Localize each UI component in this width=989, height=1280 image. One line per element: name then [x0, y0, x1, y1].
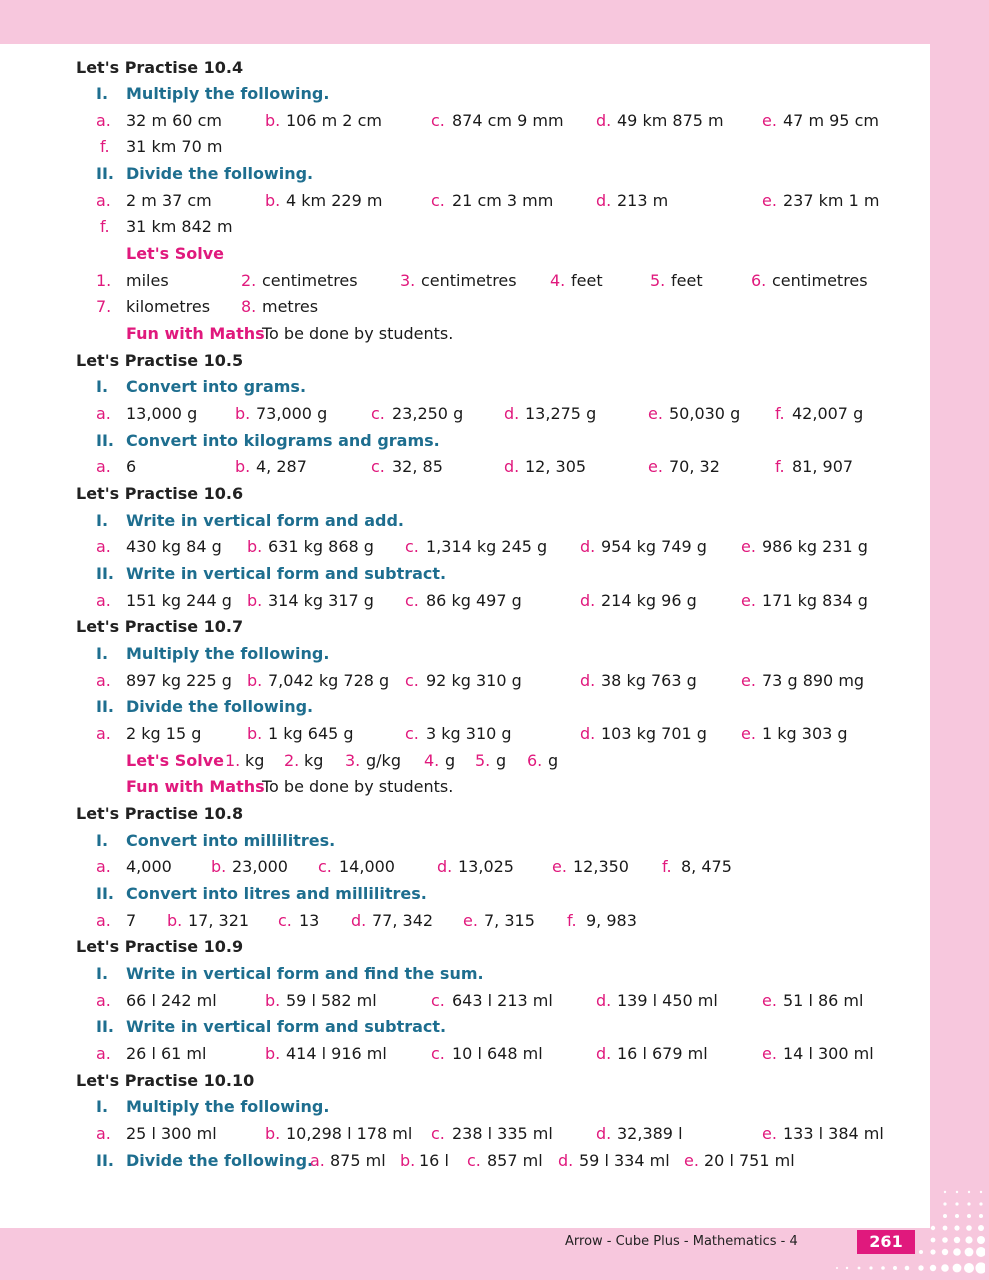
exercise-heading [0, 162, 930, 186]
item-label: c. [371, 404, 385, 423]
item-label: d. [437, 857, 453, 876]
answer-value: 857 ml [487, 1151, 543, 1170]
item-label: a. [96, 991, 111, 1010]
exercise-heading [0, 375, 930, 399]
answer-value: 10 l 648 ml [452, 1044, 543, 1063]
answer-row [0, 722, 930, 746]
item-label: a. [96, 671, 111, 690]
exercise-title: Convert into grams. [126, 377, 307, 396]
answer-value: 954 kg 749 g [601, 537, 707, 556]
item-label: c. [431, 191, 445, 210]
answer-value: 32, 85 [392, 457, 443, 476]
answer-value: 47 m 95 cm [783, 111, 879, 130]
page-number: 261 [857, 1230, 915, 1254]
answer-value: 13,025 [458, 857, 514, 876]
exercise-heading [0, 882, 930, 906]
item-label: e. [741, 671, 756, 690]
answer-value: 314 kg 317 g [268, 591, 374, 610]
exercise-title: Multiply the following. [126, 84, 330, 103]
item-label: c. [431, 1124, 445, 1143]
exercise-heading [0, 1149, 930, 1173]
item-label: a. [96, 1044, 111, 1063]
exercise-title: Write in vertical form and find the sum. [126, 964, 484, 983]
exercise-heading [0, 562, 930, 586]
answer-value: 17, 321 [188, 911, 250, 930]
item-label: d. [504, 404, 520, 423]
item-label: a. [96, 191, 111, 210]
book-title-footer: Arrow - Cube Plus - Mathematics - 4 [565, 1234, 798, 1249]
answer-value: g/kg [366, 751, 401, 770]
section-heading [0, 349, 930, 373]
answer-value: 213 m [617, 191, 669, 210]
item-label: d. [558, 1151, 574, 1170]
item-label: d. [580, 724, 596, 743]
answer-value: g [445, 751, 456, 770]
fun-text: To be done by students. [262, 777, 454, 796]
exercise-heading [0, 829, 930, 853]
item-label: a. [96, 404, 111, 423]
answer-value: kilometres [126, 297, 211, 316]
answer-row [0, 135, 930, 159]
item-label: e. [762, 1044, 777, 1063]
exercise-number: II. [96, 564, 114, 583]
item-label: a. [96, 1124, 111, 1143]
answer-value: 50,030 g [669, 404, 741, 423]
exercise-number: I. [96, 377, 109, 396]
item-label: c. [405, 724, 419, 743]
answer-value: 151 kg 244 g [126, 591, 232, 610]
exercise-heading [0, 429, 930, 453]
answer-value: 21 cm 3 mm [452, 191, 554, 210]
exercise-number: II. [96, 431, 114, 450]
item-label: b. [211, 857, 227, 876]
answer-row [0, 215, 930, 239]
answer-row [0, 109, 930, 133]
item-label: d. [596, 191, 612, 210]
answer-value: 31 km 70 m [126, 137, 223, 156]
answer-value: 1 kg 645 g [268, 724, 354, 743]
answer-value: 12, 305 [525, 457, 587, 476]
item-label: a. [96, 857, 111, 876]
item-label: d. [504, 457, 520, 476]
item-label: e. [741, 591, 756, 610]
answer-row [0, 402, 930, 426]
item-label: a. [310, 1151, 325, 1170]
answer-value: 31 km 842 m [126, 217, 233, 236]
answer-value: centimetres [262, 271, 358, 290]
item-label: f. [100, 137, 110, 156]
item-label: 7. [96, 297, 112, 316]
fun-text: To be done by students. [262, 324, 454, 343]
answer-value: 7 [126, 911, 137, 930]
item-label: e. [741, 537, 756, 556]
solve-heading [0, 242, 930, 266]
exercise-number: I. [96, 644, 109, 663]
section-heading [0, 615, 930, 639]
answer-value: 73 g 890 mg [762, 671, 865, 690]
answer-value: metres [262, 297, 319, 316]
item-label: a. [96, 537, 111, 556]
exercise-heading [0, 1015, 930, 1039]
item-label: 6. [751, 271, 767, 290]
answer-value: 875 ml [330, 1151, 386, 1170]
answer-value: 430 kg 84 g [126, 537, 222, 556]
answer-value: 414 l 916 ml [286, 1044, 387, 1063]
answer-value: centimetres [421, 271, 517, 290]
answer-value: 13 [299, 911, 320, 930]
item-label: b. [265, 1044, 281, 1063]
answer-value: g [496, 751, 507, 770]
answer-value: 59 l 334 ml [579, 1151, 670, 1170]
answer-value: feet [671, 271, 703, 290]
answer-value: 13,000 g [126, 404, 198, 423]
answer-value: 92 kg 310 g [426, 671, 522, 690]
item-label: 8. [241, 297, 257, 316]
answer-value: 133 l 384 ml [783, 1124, 884, 1143]
section-title: Let's Practise 10.8 [76, 804, 244, 823]
item-label: b. [247, 591, 263, 610]
answer-value: 214 kg 96 g [601, 591, 697, 610]
answer-value: 13,275 g [525, 404, 597, 423]
answer-value: 4,000 [126, 857, 172, 876]
answer-row [0, 855, 930, 879]
exercise-number: I. [96, 84, 109, 103]
answer-value: 237 km 1 m [783, 191, 880, 210]
solve-title: Let's Solve [126, 244, 224, 263]
item-label: f. [775, 457, 785, 476]
item-label: b. [247, 537, 263, 556]
answer-value: 10,298 l 178 ml [286, 1124, 413, 1143]
item-label: 5. [475, 751, 491, 770]
item-label: d. [580, 537, 596, 556]
section-heading [0, 56, 930, 80]
answer-row [0, 909, 930, 933]
section-title: Let's Practise 10.5 [76, 351, 244, 370]
answer-value: 42,007 g [792, 404, 864, 423]
exercise-heading [0, 1095, 930, 1119]
answer-value: 8, 475 [681, 857, 732, 876]
item-label: 3. [400, 271, 416, 290]
item-label: 4. [424, 751, 440, 770]
answer-value: 51 l 86 ml [783, 991, 864, 1010]
exercise-title: Multiply the following. [126, 1097, 330, 1116]
answer-value: 12,350 [573, 857, 629, 876]
item-label: a. [96, 911, 111, 930]
answer-row [0, 269, 930, 293]
item-label: c. [405, 591, 419, 610]
section-heading [0, 802, 930, 826]
item-label: 3. [345, 751, 361, 770]
exercise-number: I. [96, 1097, 109, 1116]
answer-value: 66 l 242 ml [126, 991, 217, 1010]
answer-value: miles [126, 271, 169, 290]
answer-value: 2 kg 15 g [126, 724, 202, 743]
answer-value: 38 kg 763 g [601, 671, 697, 690]
answer-value: 77, 342 [372, 911, 434, 930]
item-label: b. [265, 111, 281, 130]
exercise-title: Write in vertical form and subtract. [126, 564, 447, 583]
answer-value: 106 m 2 cm [286, 111, 382, 130]
exercise-number: I. [96, 964, 109, 983]
item-label: f. [100, 217, 110, 236]
item-label: 2. [241, 271, 257, 290]
answer-value: 3 kg 310 g [426, 724, 512, 743]
item-label: e. [463, 911, 478, 930]
item-label: d. [580, 591, 596, 610]
answer-value: 86 kg 497 g [426, 591, 522, 610]
answer-value: 2 m 37 cm [126, 191, 212, 210]
fun-title: Fun with Maths [126, 324, 265, 343]
solve-row [0, 749, 930, 773]
answer-value: 23,000 [232, 857, 288, 876]
item-label: c. [405, 537, 419, 556]
item-label: d. [596, 991, 612, 1010]
answer-value: 874 cm 9 mm [452, 111, 564, 130]
answer-value: 16 l 679 ml [617, 1044, 708, 1063]
exercise-title: Divide the following. [126, 164, 314, 183]
exercise-title: Multiply the following. [126, 644, 330, 663]
item-label: e. [552, 857, 567, 876]
exercise-title: Divide the following. [126, 697, 314, 716]
section-heading [0, 1069, 930, 1093]
item-label: e. [741, 724, 756, 743]
exercise-title: Divide the following. [126, 1151, 314, 1170]
item-label: e. [684, 1151, 699, 1170]
item-label: c. [371, 457, 385, 476]
exercise-number: II. [96, 1151, 114, 1170]
answer-value: 631 kg 868 g [268, 537, 374, 556]
answer-value: 643 l 213 ml [452, 991, 553, 1010]
item-label: c. [431, 991, 445, 1010]
item-label: c. [278, 911, 292, 930]
answer-row [0, 1042, 930, 1066]
answer-row [0, 295, 930, 319]
answer-row [0, 989, 930, 1013]
answer-value: 81, 907 [792, 457, 854, 476]
exercise-heading [0, 82, 930, 106]
answer-row [0, 669, 930, 693]
item-label: b. [235, 457, 251, 476]
answer-value: 70, 32 [669, 457, 720, 476]
answer-value: kg [304, 751, 324, 770]
answer-value: kg [245, 751, 265, 770]
item-label: d. [596, 1044, 612, 1063]
item-label: c. [318, 857, 332, 876]
item-label: b. [247, 724, 263, 743]
answer-value: 9, 983 [586, 911, 637, 930]
exercise-heading [0, 509, 930, 533]
answer-value: 139 l 450 ml [617, 991, 718, 1010]
answer-value: 4, 287 [256, 457, 307, 476]
section-title: Let's Practise 10.6 [76, 484, 244, 503]
answer-value: 1,314 kg 245 g [426, 537, 548, 556]
item-label: b. [235, 404, 251, 423]
answer-value: feet [571, 271, 603, 290]
answer-value: 14,000 [339, 857, 395, 876]
item-label: b. [167, 911, 183, 930]
exercise-number: II. [96, 884, 114, 903]
item-label: e. [648, 404, 663, 423]
item-label: e. [762, 111, 777, 130]
item-label: a. [96, 591, 111, 610]
exercise-heading [0, 695, 930, 719]
item-label: c. [467, 1151, 481, 1170]
exercise-heading [0, 642, 930, 666]
item-label: 2. [284, 751, 300, 770]
exercise-heading [0, 962, 930, 986]
answer-value: g [548, 751, 559, 770]
answer-value: 6 [126, 457, 137, 476]
answer-value: 25 l 300 ml [126, 1124, 217, 1143]
answer-value: 238 l 335 ml [452, 1124, 553, 1143]
answer-row [0, 455, 930, 479]
answer-value: 14 l 300 ml [783, 1044, 874, 1063]
exercise-title: Write in vertical form and add. [126, 511, 404, 530]
answer-value: 103 kg 701 g [601, 724, 707, 743]
answer-value: 16 l [419, 1151, 449, 1170]
item-label: f. [567, 911, 577, 930]
answer-value: 986 kg 231 g [762, 537, 868, 556]
item-label: c. [405, 671, 419, 690]
exercise-title: Write in vertical form and subtract. [126, 1017, 447, 1036]
section-title: Let's Practise 10.10 [76, 1071, 255, 1090]
item-label: b. [265, 991, 281, 1010]
section-title: Let's Practise 10.7 [76, 617, 244, 636]
item-label: a. [96, 457, 111, 476]
answer-value: 26 l 61 ml [126, 1044, 207, 1063]
answer-value: 32,389 l [617, 1124, 683, 1143]
item-label: d. [351, 911, 367, 930]
item-label: b. [265, 1124, 281, 1143]
answer-row [0, 189, 930, 213]
item-label: 4. [550, 271, 566, 290]
item-label: a. [96, 724, 111, 743]
item-label: b. [400, 1151, 416, 1170]
answer-value: 32 m 60 cm [126, 111, 222, 130]
answer-value: 7,042 kg 728 g [268, 671, 390, 690]
item-label: f. [775, 404, 785, 423]
exercise-number: I. [96, 831, 109, 850]
solve-title: Let's Solve [126, 751, 224, 770]
answer-row [0, 1122, 930, 1146]
item-label: e. [762, 1124, 777, 1143]
decorative-dots-icon [835, 1180, 985, 1280]
answer-value: 73,000 g [256, 404, 328, 423]
exercise-title: Convert into kilograms and grams. [126, 431, 440, 450]
item-label: e. [762, 191, 777, 210]
answer-value: 4 km 229 m [286, 191, 383, 210]
exercise-title: Convert into litres and millilitres. [126, 884, 427, 903]
item-label: 1. [225, 751, 241, 770]
section-title: Let's Practise 10.9 [76, 937, 244, 956]
answer-value: 171 kg 834 g [762, 591, 868, 610]
exercise-title: Convert into millilitres. [126, 831, 336, 850]
section-title: Let's Practise 10.4 [76, 58, 244, 77]
item-label: e. [762, 991, 777, 1010]
item-label: c. [431, 1044, 445, 1063]
answer-value: 7, 315 [484, 911, 535, 930]
answer-row [0, 589, 930, 613]
exercise-number: I. [96, 511, 109, 530]
answer-value: 20 l 751 ml [704, 1151, 795, 1170]
section-heading [0, 935, 930, 959]
answer-value: 49 km 875 m [617, 111, 724, 130]
exercise-number: II. [96, 697, 114, 716]
item-label: e. [648, 457, 663, 476]
answer-value: 59 l 582 ml [286, 991, 377, 1010]
item-label: d. [580, 671, 596, 690]
answer-value: centimetres [772, 271, 868, 290]
fun-row [0, 775, 930, 799]
item-label: c. [431, 111, 445, 130]
answer-value: 23,250 g [392, 404, 464, 423]
answer-value: 897 kg 225 g [126, 671, 232, 690]
item-label: f. [662, 857, 672, 876]
fun-row [0, 322, 930, 346]
item-label: d. [596, 1124, 612, 1143]
item-label: 1. [96, 271, 112, 290]
item-label: d. [596, 111, 612, 130]
fun-title: Fun with Maths [126, 777, 265, 796]
exercise-number: II. [96, 164, 114, 183]
item-label: b. [247, 671, 263, 690]
item-label: b. [265, 191, 281, 210]
item-label: 6. [527, 751, 543, 770]
section-heading [0, 482, 930, 506]
exercise-number: II. [96, 1017, 114, 1036]
item-label: 5. [650, 271, 666, 290]
item-label: a. [96, 111, 111, 130]
answer-row [0, 535, 930, 559]
answer-value: 1 kg 303 g [762, 724, 848, 743]
